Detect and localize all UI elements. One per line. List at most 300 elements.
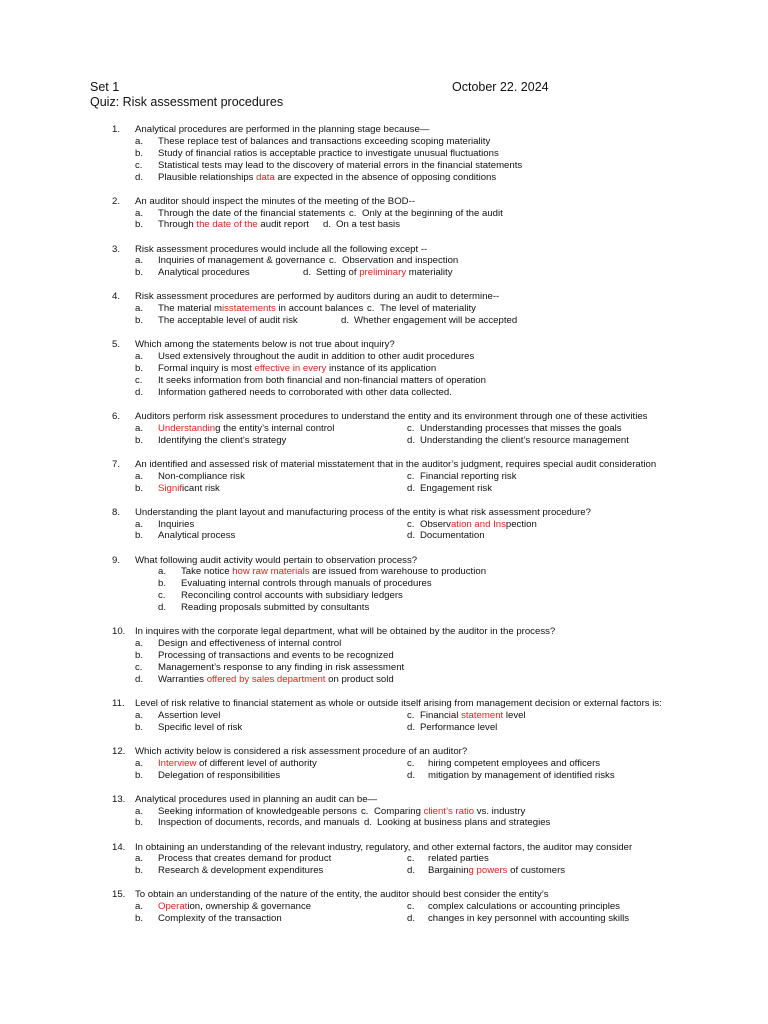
highlighted-text: Operat xyxy=(158,901,188,913)
question-line xyxy=(0,555,768,567)
question-line xyxy=(0,196,768,208)
option-text xyxy=(158,315,298,327)
question-number: 1. xyxy=(112,124,121,135)
question-number: 13. xyxy=(112,793,126,805)
question-item xyxy=(0,124,768,183)
question-stem: Risk assessment procedures are performed by auditors during an audit to determine-- xyxy=(135,291,500,303)
option-row xyxy=(0,255,768,267)
option-row xyxy=(0,650,768,662)
option-text-segment: Bargainin xyxy=(428,865,469,877)
highlighted-text: Understandin xyxy=(158,422,216,434)
question-stem: An auditor should inspect the minutes of the meeting of the BOD-- xyxy=(135,195,415,207)
question-number: 15. xyxy=(112,889,126,901)
question-stem: Analytical procedures are performed in the planning stage because— xyxy=(135,124,430,135)
option-letter: c. xyxy=(367,303,375,315)
option-letter: a. xyxy=(135,207,144,219)
option-letter: b. xyxy=(135,363,144,375)
option-text xyxy=(420,722,497,734)
option-text xyxy=(158,530,235,542)
option-text-segment: Management’s response to any finding in risk assessment xyxy=(158,661,405,673)
option-letter: d. xyxy=(364,817,373,829)
option-row xyxy=(0,375,768,387)
highlighted-text: isstatements xyxy=(221,303,276,315)
option-row xyxy=(0,901,768,913)
option-row xyxy=(0,674,768,686)
option-text-segment: Observ xyxy=(420,518,451,530)
option-text-segment: Specific level of risk xyxy=(158,721,243,733)
set-label: Set 1 xyxy=(90,80,120,94)
option-text xyxy=(158,172,496,184)
highlighted-text: offered by sales department xyxy=(206,673,326,685)
question-item xyxy=(0,626,768,685)
option-text xyxy=(158,219,309,231)
option-letter: c. xyxy=(349,207,357,219)
option-row xyxy=(0,148,768,160)
question-line xyxy=(0,507,768,519)
option-letter: a. xyxy=(135,709,144,721)
option-text-segment: Design and effectiveness of internal control xyxy=(158,638,342,650)
option-row xyxy=(0,519,768,531)
option-row xyxy=(0,770,768,782)
question-item xyxy=(0,889,768,925)
option-text-segment: Analytical process xyxy=(158,530,236,542)
option-letter: a. xyxy=(135,303,144,315)
question-number: 10. xyxy=(112,626,126,638)
question-item xyxy=(0,411,768,447)
question-stem: Auditors perform risk assessment procedures to understand the entity and its environment through one of these activities xyxy=(135,410,648,422)
option-text xyxy=(362,208,503,220)
question-line xyxy=(0,244,768,256)
option-letter: b. xyxy=(135,650,144,662)
option-letter: b. xyxy=(135,913,144,925)
option-text xyxy=(428,865,565,877)
option-letter: d. xyxy=(303,267,312,279)
option-text-segment: Comparing xyxy=(374,805,424,817)
option-text xyxy=(374,806,525,818)
highlighted-text: data xyxy=(256,171,275,183)
option-text-segment: audit report xyxy=(257,219,309,231)
option-letter: c. xyxy=(158,590,166,602)
question-stem: In obtaining an understanding of the relevant industry, regulatory, and other external factors, the auditor may consider xyxy=(135,841,633,853)
option-text xyxy=(316,267,453,279)
option-text-segment: Through xyxy=(158,219,197,231)
option-letter: a. xyxy=(135,470,144,482)
option-text-segment: Plausible relationships xyxy=(158,171,257,183)
option-row xyxy=(0,483,768,495)
highlighted-text: the date of the xyxy=(196,219,258,231)
question-list xyxy=(0,124,768,937)
option-row xyxy=(0,208,768,220)
option-text-segment: on product sold xyxy=(325,673,394,685)
option-text xyxy=(181,602,369,614)
option-text xyxy=(420,519,537,531)
option-text-segment: Only at the beginning of the audit xyxy=(362,207,503,219)
option-letter: c. xyxy=(407,422,415,434)
option-text xyxy=(158,817,360,829)
option-text xyxy=(420,471,517,483)
option-text-segment: g the entity’s internal control xyxy=(215,422,335,434)
question-stem: Analytical procedures used in planning an audit can be— xyxy=(135,793,378,805)
question-stem: Which activity below is considered a risk assessment procedure of an auditor? xyxy=(135,745,468,757)
option-row xyxy=(0,387,768,399)
highlighted-text: client’s ratio xyxy=(423,805,475,817)
option-text xyxy=(377,817,550,829)
option-letter: d. xyxy=(135,673,144,685)
option-text-segment: Understanding the client’s resource management xyxy=(420,434,629,446)
option-row xyxy=(0,172,768,184)
option-text xyxy=(158,387,452,399)
option-text-segment: The acceptable level of audit risk xyxy=(158,315,298,327)
option-text xyxy=(420,710,526,722)
question-number: 7. xyxy=(112,458,121,470)
question-stem: An identified and assessed risk of material misstatement that in the auditor’s judgment, requires special audit consideration xyxy=(135,458,657,470)
option-text-segment: Analytical procedures xyxy=(158,267,250,279)
option-text xyxy=(158,375,486,387)
option-text xyxy=(380,303,476,315)
option-text xyxy=(428,853,489,865)
option-letter: d. xyxy=(407,913,416,925)
option-letter: b. xyxy=(135,482,144,494)
option-letter: d. xyxy=(323,219,332,231)
question-stem: To obtain an understanding of the nature of the entity, the auditor should best consider the entity’s xyxy=(135,889,549,901)
option-text xyxy=(158,722,242,734)
option-text-segment: Financial xyxy=(420,709,462,721)
option-text xyxy=(181,578,432,590)
option-letter: d. xyxy=(135,171,144,183)
option-letter: a. xyxy=(135,901,144,913)
option-letter: a. xyxy=(135,638,144,650)
option-text-segment: It seeks information from both financial and non-financial matters of operation xyxy=(158,374,486,386)
option-letter: d. xyxy=(407,721,416,733)
option-letter: d. xyxy=(158,602,167,614)
option-text xyxy=(181,566,486,578)
option-row xyxy=(0,530,768,542)
option-text-segment: The level of materiality xyxy=(380,303,476,315)
option-letter: c. xyxy=(407,757,415,769)
option-text xyxy=(158,853,331,865)
option-letter: c. xyxy=(135,374,143,386)
option-letter: c. xyxy=(407,470,415,482)
question-item xyxy=(0,196,768,232)
question-number: 11. xyxy=(112,697,125,709)
option-letter: a. xyxy=(135,255,144,267)
question-number: 12. xyxy=(112,745,126,757)
option-text xyxy=(158,160,522,172)
option-text-segment: Take notice xyxy=(181,566,233,578)
option-letter: b. xyxy=(135,530,144,542)
option-letter: a. xyxy=(135,805,144,817)
question-line xyxy=(0,291,768,303)
option-letter: d. xyxy=(407,434,416,446)
option-text xyxy=(428,913,629,925)
option-row xyxy=(0,602,768,614)
option-letter: c. xyxy=(407,901,415,913)
option-letter: a. xyxy=(135,422,144,434)
question-line xyxy=(0,339,768,351)
option-letter: d. xyxy=(135,386,144,398)
option-row xyxy=(0,351,768,363)
option-row xyxy=(0,865,768,877)
option-letter: b. xyxy=(135,315,144,327)
option-text-segment: Seeking information of knowledgeable persons xyxy=(158,805,357,817)
option-text xyxy=(428,758,600,770)
option-letter: c. xyxy=(329,255,337,267)
option-text xyxy=(158,471,245,483)
option-text xyxy=(158,435,286,447)
question-stem: Risk assessment procedures would include all the following except -- xyxy=(135,243,428,255)
option-text xyxy=(158,148,499,160)
highlighted-text: preliminary xyxy=(359,267,407,279)
question-line xyxy=(0,842,768,854)
option-text xyxy=(336,219,400,231)
option-text xyxy=(158,770,280,782)
option-text-segment: Non-compliance risk xyxy=(158,470,245,482)
option-text-segment: of customers xyxy=(507,865,566,877)
option-text xyxy=(428,901,620,913)
option-letter: b. xyxy=(135,721,144,733)
question-number: 9. xyxy=(112,554,121,566)
option-letter: b. xyxy=(135,219,144,231)
question-item xyxy=(0,291,768,327)
option-text-segment: Reading proposals submitted by consultants xyxy=(181,602,370,614)
option-letter: d. xyxy=(407,482,416,494)
option-row xyxy=(0,638,768,650)
question-line xyxy=(0,794,768,806)
option-text-segment: level xyxy=(503,709,526,721)
option-letter: b. xyxy=(158,578,167,590)
question-number: 14. xyxy=(112,841,126,853)
option-text xyxy=(158,913,282,925)
option-letter: c. xyxy=(361,805,369,817)
option-text xyxy=(158,710,220,722)
option-text-segment: instance of its application xyxy=(326,363,437,375)
option-letter: a. xyxy=(135,135,144,147)
option-text xyxy=(158,638,341,650)
option-text xyxy=(158,255,325,267)
option-row xyxy=(0,578,768,590)
question-line xyxy=(0,698,768,710)
option-text xyxy=(158,674,394,686)
option-text xyxy=(420,435,629,447)
question-number: 6. xyxy=(112,410,121,422)
question-item xyxy=(0,794,768,830)
highlighted-text: effective in every xyxy=(254,363,327,375)
question-line xyxy=(0,889,768,901)
option-text-segment: Delegation of responsibilities xyxy=(158,769,281,781)
highlighted-text: Signif xyxy=(158,482,182,494)
option-text-segment: Documentation xyxy=(420,530,485,542)
option-row xyxy=(0,303,768,315)
option-text-segment: Observation and inspection xyxy=(342,255,459,267)
option-text-segment: in account balances xyxy=(275,303,364,315)
option-letter: d. xyxy=(407,769,416,781)
highlighted-text: ation and Ins xyxy=(450,518,506,530)
option-row xyxy=(0,435,768,447)
option-letter: b. xyxy=(135,434,144,446)
option-row xyxy=(0,758,768,770)
question-item xyxy=(0,746,768,782)
option-letter: c. xyxy=(135,159,143,171)
question-item xyxy=(0,507,768,543)
option-text xyxy=(158,303,363,315)
question-stem: In inquires with the corporate legal department, what will be obtained by the auditor in the process? xyxy=(135,626,556,638)
question-number: 3. xyxy=(112,243,121,255)
option-text xyxy=(158,519,194,531)
option-text-segment: These replace test of balances and transactions exceeding scoping materiality xyxy=(158,135,491,147)
option-text xyxy=(158,136,490,148)
option-letter: d. xyxy=(407,865,416,877)
question-item xyxy=(0,459,768,495)
option-text xyxy=(158,758,317,770)
option-text-segment: Inquiries xyxy=(158,518,195,530)
option-row xyxy=(0,710,768,722)
option-text-segment: pection xyxy=(505,518,537,530)
option-letter: a. xyxy=(135,757,144,769)
option-text xyxy=(158,208,345,220)
highlighted-text: statement xyxy=(461,709,504,721)
option-text-segment: Financial reporting risk xyxy=(420,470,517,482)
question-line xyxy=(0,124,768,136)
question-item xyxy=(0,339,768,398)
option-text-segment: of different level of authority xyxy=(196,757,317,769)
option-letter: c. xyxy=(407,709,415,721)
option-text-segment: Identifying the client’s strategy xyxy=(158,434,287,446)
option-text-segment: ion, ownership & governance xyxy=(187,901,312,913)
question-item xyxy=(0,555,768,614)
question-line xyxy=(0,411,768,423)
option-text-segment: Warranties xyxy=(158,673,207,685)
option-text xyxy=(158,363,436,375)
option-letter: a. xyxy=(135,351,144,363)
option-text xyxy=(158,662,404,674)
question-number: 2. xyxy=(112,195,121,207)
option-text xyxy=(420,483,492,495)
option-text-segment: icant risk xyxy=(182,482,220,494)
option-text-segment: Complexity of the transaction xyxy=(158,913,282,925)
option-row xyxy=(0,806,768,818)
option-text-segment: complex calculations or accounting principles xyxy=(428,901,620,913)
option-text-segment: Inspection of documents, records, and manuals xyxy=(158,817,360,829)
option-letter: c. xyxy=(407,853,415,865)
option-letter: c. xyxy=(135,661,143,673)
option-text xyxy=(158,806,357,818)
option-text xyxy=(354,315,517,327)
option-text-segment: Reconciling control accounts with subsidiary ledgers xyxy=(181,590,403,602)
option-text xyxy=(158,901,311,913)
quiz-title: Quiz: Risk assessment procedures xyxy=(90,95,284,109)
option-row xyxy=(0,160,768,172)
option-row xyxy=(0,662,768,674)
option-text-segment: Used extensively throughout the audit in addition to other audit procedures xyxy=(158,351,475,363)
option-text-segment: related parties xyxy=(428,853,489,865)
option-text-segment: materiality xyxy=(406,267,453,279)
option-row xyxy=(0,363,768,375)
option-text-segment: Understanding processes that misses the goals xyxy=(420,422,622,434)
option-text xyxy=(158,483,220,495)
option-letter: b. xyxy=(135,865,144,877)
option-row xyxy=(0,315,768,327)
option-text-segment: hiring competent employees and officers xyxy=(428,757,601,769)
option-text-segment: Engagement risk xyxy=(420,482,492,494)
option-text-segment: Study of financial ratios is acceptable practice to investigate unusual fluctuations xyxy=(158,147,499,159)
option-row xyxy=(0,423,768,435)
option-letter: d. xyxy=(407,530,416,542)
question-line xyxy=(0,746,768,758)
option-text xyxy=(158,351,474,363)
option-letter: c. xyxy=(407,518,415,530)
option-row xyxy=(0,136,768,148)
option-text-segment: vs. industry xyxy=(474,805,526,817)
question-item xyxy=(0,698,768,734)
option-row xyxy=(0,817,768,829)
option-text-segment: Formal inquiry is most xyxy=(158,363,255,375)
option-row xyxy=(0,566,768,578)
option-row xyxy=(0,267,768,279)
option-letter: b. xyxy=(135,769,144,781)
option-text-segment: Whether engagement will be accepted xyxy=(354,315,518,327)
option-text xyxy=(342,255,458,267)
highlighted-text: g powers xyxy=(468,865,508,877)
option-text-segment: are issued from warehouse to production xyxy=(309,566,487,578)
option-text-segment: Performance level xyxy=(420,721,498,733)
option-row xyxy=(0,722,768,734)
option-text-segment: Through the date of the financial statements xyxy=(158,207,346,219)
quiz-date: October 22. 2024 xyxy=(452,80,549,94)
option-text-segment: Evaluating internal controls through manuals of procedures xyxy=(181,578,432,590)
question-line xyxy=(0,459,768,471)
option-letter: b. xyxy=(135,147,144,159)
option-text-segment: On a test basis xyxy=(336,219,400,231)
question-line xyxy=(0,626,768,638)
option-text-segment: are expected in the absence of opposing conditions xyxy=(274,171,497,183)
question-stem: Level of risk relative to financial statement as whole or outside itself arising from management decision or external factors is: xyxy=(135,697,662,709)
option-text-segment: Inquiries of management & governance xyxy=(158,255,326,267)
option-text-segment: mitigation by management of identified risks xyxy=(428,769,615,781)
option-letter: d. xyxy=(341,315,350,327)
option-text-segment: Process that creates demand for product xyxy=(158,853,332,865)
option-text-segment: Processing of transactions and events to be recognized xyxy=(158,650,394,662)
option-text xyxy=(158,865,323,877)
option-letter: b. xyxy=(135,817,144,829)
option-text xyxy=(181,590,403,602)
option-text-segment: Information gathered needs to corroborated with other data collected. xyxy=(158,386,452,398)
option-text xyxy=(420,530,485,542)
option-row xyxy=(0,913,768,925)
question-item xyxy=(0,244,768,280)
option-row xyxy=(0,471,768,483)
option-row xyxy=(0,590,768,602)
question-number: 8. xyxy=(112,506,121,518)
option-text-segment: Research & development expenditures xyxy=(158,865,324,877)
option-text-segment: The material m xyxy=(158,303,222,315)
option-text xyxy=(158,650,394,662)
option-letter: a. xyxy=(135,518,144,530)
option-text-segment: Setting of xyxy=(316,267,360,279)
option-row xyxy=(0,219,768,231)
question-number: 5. xyxy=(112,339,121,351)
question-stem: Understanding the plant layout and manufacturing process of the entity is what risk assessment procedure? xyxy=(135,506,591,518)
question-stem: What following audit activity would pertain to observation process? xyxy=(135,554,418,566)
option-letter: a. xyxy=(158,566,167,578)
option-row xyxy=(0,853,768,865)
highlighted-text: how raw materials xyxy=(232,566,310,578)
option-text xyxy=(428,770,615,782)
option-text-segment: Looking at business plans and strategies xyxy=(377,817,551,829)
option-letter: a. xyxy=(135,853,144,865)
option-text xyxy=(158,423,334,435)
option-text-segment: Statistical tests may lead to the discovery of material errors in the financial statements xyxy=(158,159,523,171)
option-letter: b. xyxy=(135,267,144,279)
